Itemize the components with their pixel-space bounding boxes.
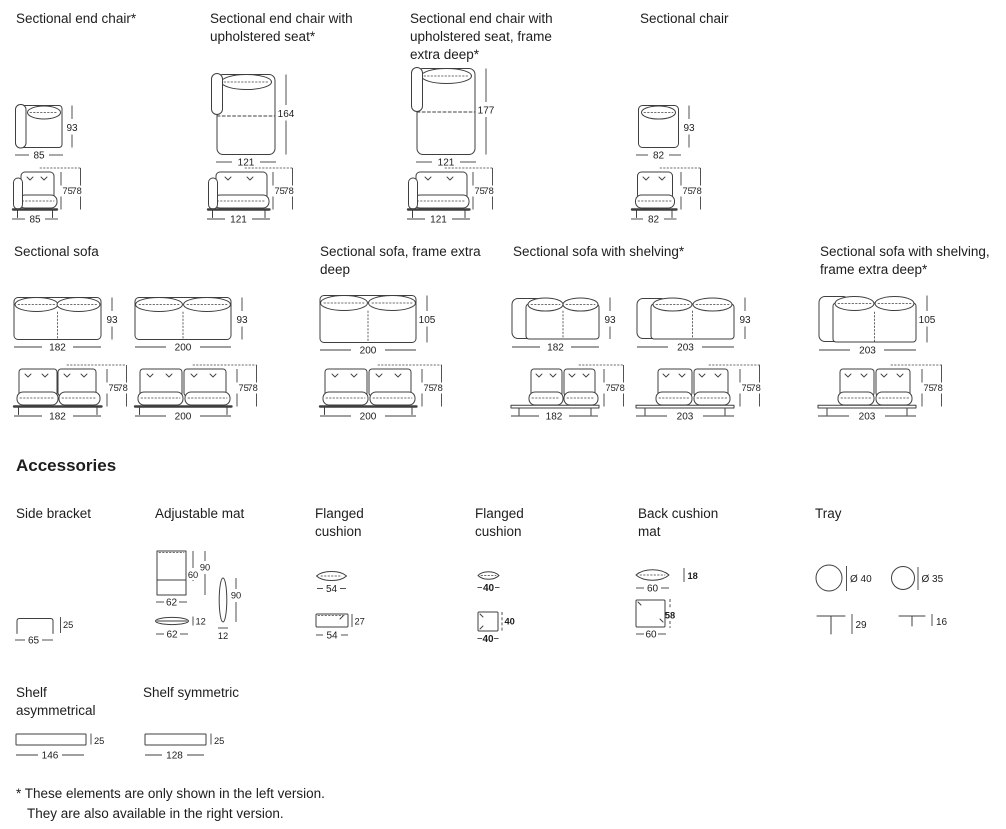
dim-height: 90 (230, 590, 242, 601)
dim-width: 128 (166, 750, 183, 762)
sofa-182-front-view (12, 362, 137, 422)
sofa-200-top-view (133, 295, 258, 353)
dim-width: 200 (359, 411, 377, 423)
dim-width: 203 (859, 345, 876, 357)
dim-depth: 93 (683, 123, 695, 134)
flanged-cushion-a-front-view (314, 612, 374, 642)
sofa-shelving-deep-top-view (818, 293, 953, 357)
dim-width: 182 (49, 411, 66, 423)
drawing (639, 106, 679, 148)
dim-width: 82 (652, 150, 665, 162)
dim-seat-height: 75 (682, 186, 693, 196)
module-title-end-chair-upholstered-deep: Sectional end chair with upholstered seat, frame extra deep* (410, 11, 553, 63)
drawing (512, 298, 599, 339)
module-title-sofa-deep: Sectional sofa, frame extra deep (320, 244, 481, 278)
end-chair-upholstered-deep-top-view (410, 66, 505, 168)
dim-depth: 93 (106, 315, 118, 326)
dim-diameter-large: Ø 40 (850, 574, 872, 585)
dim-total-height: 78 (432, 383, 443, 393)
end-chair-top-drawing (16, 105, 63, 149)
dim-outer: 90 (199, 562, 211, 573)
dim-total-height: 78 (117, 383, 128, 393)
shelf-symmetric-drawing (143, 732, 243, 764)
dim-seat-height: 75 (423, 383, 434, 393)
footnote-line2: They are also available in the right version. (27, 806, 284, 821)
dim-width: 62 (165, 597, 178, 609)
end-chair-top-view (14, 103, 84, 161)
dim-width: 65 (27, 635, 40, 647)
sofa-shelving-203-top-view (636, 295, 771, 353)
accessory-title-flanged-cushion-b: Flanged cushion (475, 506, 524, 540)
dim-depth: 177 (477, 105, 495, 117)
dim-inner: 60 (187, 570, 199, 580)
dim-seat-height: 75 (62, 186, 73, 196)
dim-width: 85 (29, 214, 41, 226)
module-title-sofa-shelving-deep: Sectional sofa with shelving, frame extra deep* (820, 244, 990, 278)
dim-width: 203 (676, 411, 694, 423)
dim-height: 25 (63, 620, 74, 630)
flanged-cushion-a-top-view (314, 568, 374, 596)
dim-diameter-small: Ø 35 (921, 574, 944, 585)
dim-width: 182 (49, 342, 66, 354)
dim-width: 54 (325, 584, 338, 595)
dim-depth: 105 (918, 315, 936, 326)
dim-depth: 93 (236, 315, 248, 326)
sofa-shelving-182-top-view (511, 295, 636, 353)
dim-seat-height: 75 (238, 383, 249, 393)
dim-width: 121 (230, 214, 247, 226)
dim-width: 200 (174, 411, 192, 423)
accessory-title-tray: Tray (815, 506, 842, 521)
dim-total-height: 78 (614, 383, 625, 393)
end-chair-front-view (10, 165, 90, 225)
footnote-line1: * These elements are only shown in the left version. (16, 786, 325, 801)
adjustable-mat-upright-view (215, 576, 260, 642)
dim-total-height: 78 (483, 186, 494, 196)
dim-seat-height: 75 (474, 186, 485, 196)
sofa-shelving-203-front-view (634, 362, 774, 422)
drawing (135, 298, 231, 340)
dim-total-height: 78 (247, 383, 258, 393)
shelf-asymmetrical-drawing (14, 732, 124, 764)
dim-height: 25 (214, 736, 225, 746)
sofa-deep-200-front-view (318, 362, 448, 422)
dim-total-height: 78 (750, 383, 761, 393)
dim-width: 121 (237, 157, 255, 169)
dim-thickness: 18 (687, 571, 698, 581)
dim-width: 182 (545, 411, 563, 423)
flanged-cushion-b-top-view (476, 568, 531, 596)
dim-width: 40 (482, 634, 494, 645)
shelf-symmetric-title: Shelf symmetric (143, 685, 240, 700)
module-title-end-chair: Sectional end chair* (16, 11, 137, 26)
tray-top-views (813, 563, 1003, 597)
dim-seat-height: 75 (741, 383, 752, 393)
dim-seat-height: 75 (108, 383, 119, 393)
drawing (320, 296, 416, 343)
dim-width: 121 (430, 214, 447, 226)
dim-height: 25 (94, 736, 105, 746)
flanged-cushion-b-front-view (476, 610, 531, 646)
dim-width: 40 (482, 583, 495, 594)
accessory-title-side-bracket: Side bracket (16, 506, 92, 521)
dim-depth: 93 (66, 123, 78, 134)
module-title-end-chair-upholstered: Sectional end chair with upholstered seat* (210, 11, 353, 45)
end-chair-upholstered-deep-front-view (405, 165, 505, 225)
shelf-asymmetrical-title: Shelf asymmetrical (16, 685, 96, 719)
end-chair-upholstered-top-view (210, 72, 305, 168)
tray-large-circle (816, 565, 842, 591)
accessory-title-back-cushion-mat: Back cushion mat (638, 506, 719, 540)
dim-width: 85 (33, 150, 45, 162)
drawing (212, 74, 276, 155)
dim-total-height: 78 (932, 383, 943, 393)
module-title-chair: Sectional chair (640, 11, 729, 26)
dim-total-height: 78 (691, 186, 702, 196)
dim-width: 200 (174, 342, 192, 354)
end-chair-upholstered-front-view (205, 165, 305, 225)
dim-total-height: 78 (283, 186, 294, 196)
dim-depth: 164 (277, 109, 295, 120)
dim-depth: 93 (604, 315, 616, 326)
sofa-shelving-deep-front-view (816, 362, 956, 422)
dim-height-tall: 29 (855, 620, 867, 631)
side-bracket-drawing (14, 612, 114, 647)
drawing (819, 297, 916, 343)
dim-depth: 93 (739, 315, 751, 326)
sofa-deep-200-top-view (318, 293, 443, 357)
dim-height: 27 (354, 616, 365, 627)
dim-seat-height: 75 (274, 186, 285, 196)
back-cushion-mat-front-view (634, 598, 744, 640)
dim-width: 203 (677, 342, 694, 354)
dim-depth: 105 (418, 315, 436, 326)
dim-width: 54 (326, 630, 338, 642)
sofa-182-top-view (12, 295, 132, 353)
module-title-sofa-shelving: Sectional sofa with shelving* (513, 244, 685, 259)
dim-seat-height: 75 (605, 383, 616, 393)
module-title-sofa: Sectional sofa (14, 244, 99, 259)
sofa-shelving-182-front-view (509, 362, 639, 422)
tray-small-circle (892, 567, 915, 590)
dim-width: 62 (166, 629, 178, 641)
dim-seat-height: 75 (923, 383, 934, 393)
chair-front-view (630, 165, 710, 225)
drawing (412, 68, 476, 155)
dim-width: 82 (647, 214, 660, 226)
dim-height: 40 (504, 616, 515, 627)
dim-height: 58 (664, 610, 676, 621)
dim-width: 146 (41, 750, 59, 762)
dim-width: 60 (646, 583, 659, 595)
adjustable-mat-side-view (153, 615, 223, 641)
drawing (637, 298, 734, 339)
drawing (14, 298, 101, 340)
adjustable-mat-top-view (153, 548, 223, 608)
dim-width: 200 (359, 345, 377, 357)
dim-width: 121 (437, 157, 455, 169)
dim-height-short: 16 (936, 617, 948, 628)
dim-total-height: 78 (71, 186, 82, 196)
sofa-200-front-view (133, 362, 263, 422)
tray-side-views (813, 610, 1003, 640)
dim-width: 182 (547, 342, 564, 354)
accessories-heading: Accessories (16, 456, 117, 475)
chair-top-view (635, 103, 705, 161)
accessory-title-adjustable-mat: Adjustable mat (155, 506, 245, 521)
back-cushion-mat-top-view (634, 566, 744, 596)
dim-thickness: 12 (217, 631, 229, 641)
dim-width: 203 (858, 411, 876, 423)
dim-thickness: 12 (195, 616, 206, 627)
dim-width: 60 (645, 629, 657, 641)
accessory-title-flanged-cushion-a: Flanged cushion (315, 506, 364, 540)
